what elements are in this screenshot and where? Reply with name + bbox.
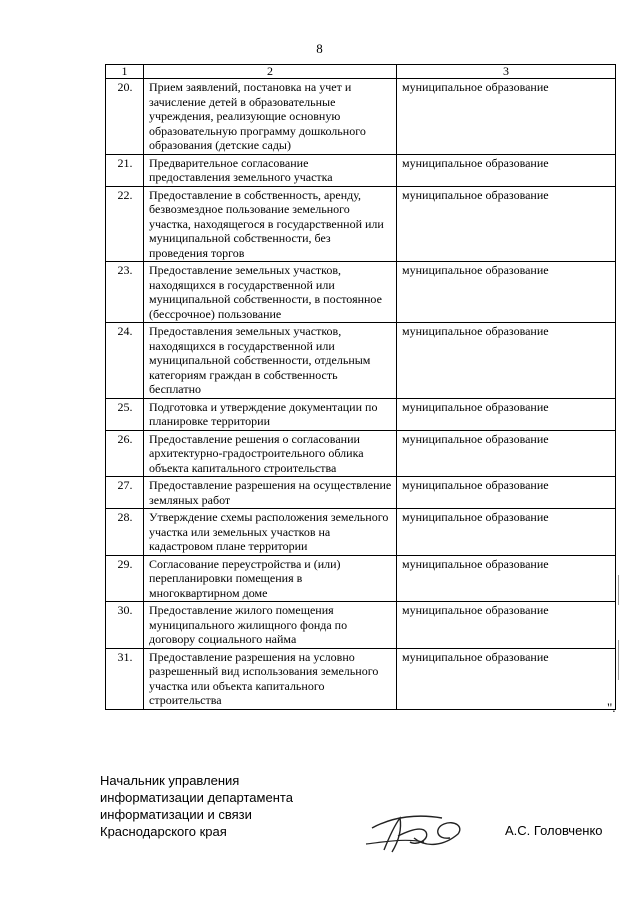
row-number: 20. — [106, 79, 144, 155]
service-level: муниципальное образование — [397, 154, 616, 186]
signer-title-line: Начальник управления — [100, 773, 240, 788]
handwritten-signature — [364, 808, 468, 856]
table-row — [106, 555, 616, 602]
row-number: 30. — [106, 602, 144, 649]
column-header-1: 1 — [106, 65, 144, 79]
row-number: 29. — [106, 555, 144, 602]
row-number: 21. — [106, 154, 144, 186]
row-number: 27. — [106, 477, 144, 509]
table-row — [106, 262, 616, 323]
table-row — [106, 323, 616, 399]
row-number: 26. — [106, 430, 144, 477]
service-name: Утверждение схемы расположения земельного участка или земельных участков на кадастровом плане территории — [144, 509, 397, 556]
scan-artifact — [618, 575, 619, 605]
signer-title-line: информатизации и связи — [100, 807, 252, 822]
service-name: Предоставление разрешения на осуществление земляных работ — [144, 477, 397, 509]
service-name: Предварительное согласование предоставления земельного участка — [144, 154, 397, 186]
service-name: Предоставления земельных участков, находящихся в государственной или муниципальной собственности, отдельным категориям граждан в собственность бесплатно — [144, 323, 397, 399]
service-level: муниципальное образование — [397, 430, 616, 477]
table-row — [106, 477, 616, 509]
service-level: муниципальное образование — [397, 477, 616, 509]
service-level: муниципальное образование — [397, 186, 616, 262]
table-row — [106, 79, 616, 155]
service-level: муниципальное образование — [397, 602, 616, 649]
table-row — [106, 602, 616, 649]
row-number: 25. — [106, 398, 144, 430]
signer-title-line: Краснодарского края — [100, 824, 227, 839]
scan-artifact — [618, 640, 619, 680]
table-row — [106, 648, 616, 709]
service-name: Предоставление жилого помещения муниципального жилищного фонда по договору социального найма — [144, 602, 397, 649]
closing-quote-mark: ". — [607, 700, 616, 715]
row-number: 22. — [106, 186, 144, 262]
service-name: Согласование переустройства и (или) перепланировки помещения в многоквартирном доме — [144, 555, 397, 602]
service-name: Подготовка и утверждение документации по планировке территории — [144, 398, 397, 430]
table-row — [106, 398, 616, 430]
column-header-2: 2 — [144, 65, 397, 79]
service-name: Предоставление решения о согласовании архитектурно-градостроительного облика объекта капитального строительства — [144, 430, 397, 477]
service-level: муниципальное образование — [397, 262, 616, 323]
table-row — [106, 186, 616, 262]
table-row — [106, 430, 616, 477]
service-level: муниципальное образование — [397, 509, 616, 556]
service-level: муниципальное образование — [397, 79, 616, 155]
service-name: Прием заявлений, постановка на учет и зачисление детей в образовательные учреждения, реализующие основную образовательную программу дошкольного образования (детские сады) — [144, 79, 397, 155]
column-header-3: 3 — [397, 65, 616, 79]
service-level: муниципальное образование — [397, 323, 616, 399]
service-level: муниципальное образование — [397, 555, 616, 602]
service-name: Предоставление разрешения на условно разрешенный вид использования земельного участка или объекта капитального строительства — [144, 648, 397, 709]
service-level: муниципальное образование — [397, 648, 616, 709]
row-number: 23. — [106, 262, 144, 323]
table-row — [106, 154, 616, 186]
services-table — [105, 64, 616, 710]
row-number: 31. — [106, 648, 144, 709]
service-name: Предоставление земельных участков, находящихся в государственной или муниципальной собственности, в постоянное (бессрочное) пользование — [144, 262, 397, 323]
page-number: 8 — [316, 41, 323, 56]
row-number: 28. — [106, 509, 144, 556]
row-number: 24. — [106, 323, 144, 399]
signer-name: А.С. Головченко — [505, 823, 603, 838]
table-header-row — [106, 65, 616, 79]
service-level: муниципальное образование — [397, 398, 616, 430]
service-name: Предоставление в собственность, аренду, безвозмездное пользование земельного участка, находящегося в государственной или муниципальной собственности, без проведения торгов — [144, 186, 397, 262]
table-row — [106, 509, 616, 556]
signature-block — [100, 772, 293, 840]
signer-title-line: информатизации департамента — [100, 790, 293, 805]
